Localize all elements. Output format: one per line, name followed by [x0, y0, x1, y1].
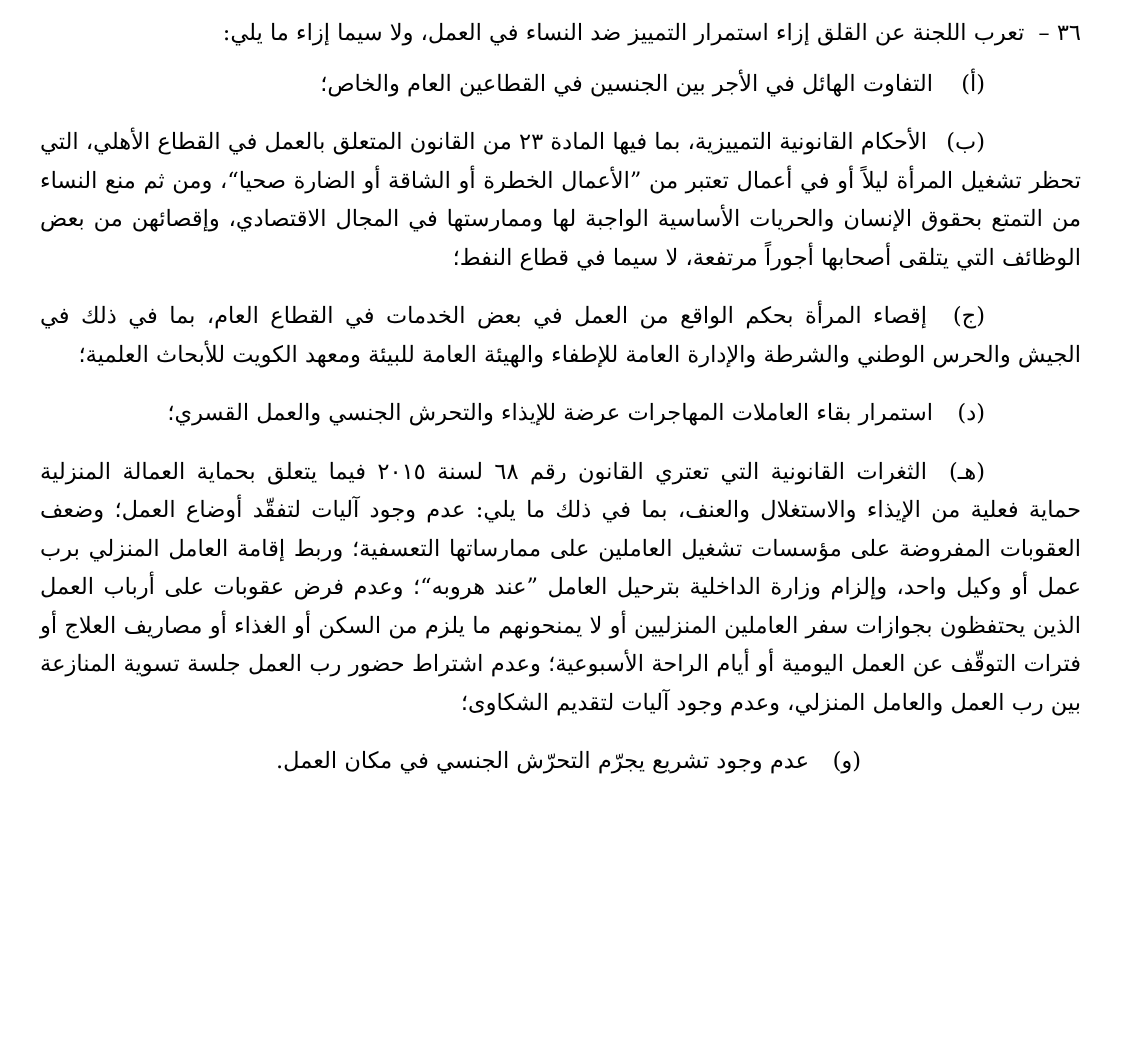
item-label: (أ): [961, 70, 985, 97]
item-label: (د): [957, 400, 985, 426]
item-text: إقصاء المرأة بحكم الواقع من العمل في بعض الخدمات في القطاع العام، بما في ذلك في الجيش والحرس الوطني والشرطة والإدارة العامة للإطفاء والهيئة العامة للبيئة ومعهد الكويت للأبحاث العلمية؛: [40, 303, 1081, 368]
list-item-d: [40, 394, 1081, 433]
item-text: استمرار بقاء العاملات المهاجرات عرضة للإيذاء والتحرش الجنسي والعمل القسري؛: [167, 400, 933, 426]
item-label: (و): [832, 748, 861, 774]
item-text: عدم وجود تشريع يجرّم التحرّش الجنسي في مكان العمل.: [276, 748, 809, 774]
item-text: الأحكام القانونية التمييزية، بما فيها المادة ٢٣ من القانون المتعلق بالعمل في القطاع الأهلي، التي تحظر تشغيل المرأة ليلاً أو في أعمال تعتبر من ”الأعمال الخطرة أو الشاقة أو الضارة صحيا“، ومن ثم منع النساء من التمتع بحقوق الإنسان والحريات الأساسية الواجبة لها وممارستها في المجال الاقتصادي، وإقصائهن من بعض الوظائف التي يتلقى أصحابها أجوراً مرتفعة، لا سيما في قطاع النفط؛: [40, 129, 1081, 271]
list-item-c: [40, 297, 1081, 374]
item-text: الثغرات القانونية التي تعتري القانون رقم ٦٨ لسنة ٢٠١٥ فيما يتعلق بحماية العمالة المنزلية حماية فعلية من الإيذاء والاستغلال والعنف، بما في ذلك ما يلي: عدم وجود آليات لتفقّد أوضاع العمل؛ وضعف العقوبات المفروضة على مؤسسات تشغيل العاملين على ممارساتها التعسفية؛ وربط إقامة العامل المنزلي برب عمل أو وكيل واحد، وإلزام وزارة الداخلية بترحيل العامل ”عند هروبه“؛ وعدم فرض عقوبات على أرباب العمل الذين يحتفظون بجوازات سفر العاملين المنزليين أو لا يمنحونهم ما يلزم من السكن أو الغذاء أو مصاريف العلاج أو فترات التوقّف عن العمل اليومية أو أيام الراحة الأسبوعية؛ وعدم اشتراط حضور رب العمل جلسة تسوية المنازعة بين رب العمل والعامل المنزلي، وعدم وجود آليات لتقديم الشكاوى؛: [40, 458, 1081, 716]
paragraph-number: ٣٦ –: [1038, 20, 1081, 46]
item-label: (ب): [946, 129, 985, 155]
list-item-f: [40, 742, 1081, 781]
list-item-b: [40, 123, 1081, 277]
item-label: (ج): [952, 303, 985, 329]
list-item-a: [40, 65, 1081, 104]
list-item-e: [40, 453, 1081, 723]
paragraph-intro-text: تعرب اللجنة عن القلق إزاء استمرار التمييز ضد النساء في العمل، ولا سيما إزاء ما يلي:: [222, 20, 1025, 46]
item-label: (هـ): [948, 458, 985, 485]
item-text: التفاوت الهائل في الأجر بين الجنسين في القطاعين العام والخاص؛: [320, 70, 933, 97]
paragraph-36: [40, 14, 1081, 53]
